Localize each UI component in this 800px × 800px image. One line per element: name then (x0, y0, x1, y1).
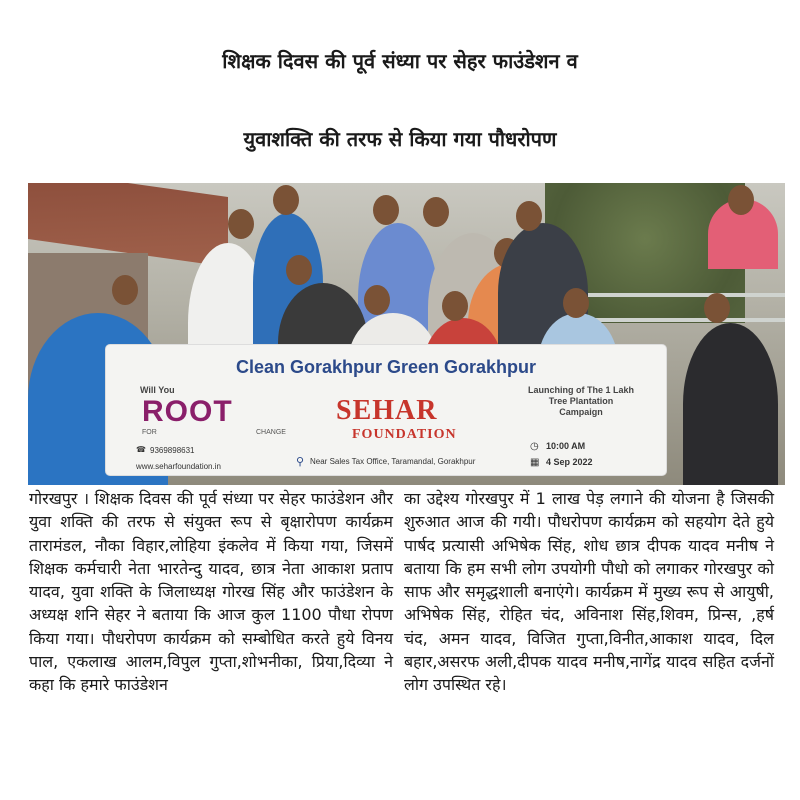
news-photo (28, 183, 785, 485)
headline-line-1: शिक्षक दिवस की पूर्व संध्या पर सेहर फाउंडेशन व (222, 49, 578, 73)
banner-date: 4 Sep 2022 (546, 457, 593, 467)
person-head (442, 291, 468, 321)
person-head (423, 197, 449, 227)
root-logo-text: ROOT (142, 395, 233, 428)
person-head (273, 185, 299, 215)
article-column-right (404, 487, 774, 697)
article-text-right: का उद्देश्य गोरखपुर में 1 लाख पेड़ लगाने की योजना है जिसकी शुरुआत आज की गयी। पौधरोपण कार्यक्रम को सहयोग देते हुये पार्षद प्रत्यासी अभिषेक सिंह, शोध छात्र दीपक यादव मनीष ने बताया कि हम सभी लोग उपयोगी पौधो को लगाकर गोरखपुर को साफ और समृद्धशाली बनाएंगे। कार्यक्रम में मुख्य रूप से आयुषी, अभिषेक सिंह, रोहित चंद, अविनाश सिंह,शिवम, प्रिन्स, ,हर्ष चंद, अमन यादव, विजित गुप्ता,विनीत,आकाश यादव, दिल बहार,असरफ अली,दीपक यादव मनीष,नागेंद्र यादव सहित दर्जनों लोग उपस्थित रहे। (404, 489, 774, 695)
phone-icon: ☎ (136, 445, 146, 454)
banner-website: www.seharfoundation.in (136, 462, 221, 471)
banner-will-you: Will You (140, 385, 175, 395)
banner-title: Clean Gorakhpur Green Gorakhpur (235, 357, 537, 377)
person-head (728, 185, 754, 215)
photo-railing-lower (588, 318, 785, 322)
location-pin-icon: ⚲ (296, 456, 305, 468)
person-head (516, 201, 542, 231)
campaign-banner (106, 345, 666, 475)
foundation-logo-text: FOUNDATION (352, 427, 457, 442)
photo-railing (588, 293, 785, 297)
banner-for: FOR (142, 429, 157, 436)
person-head (563, 288, 589, 318)
banner-time: 10:00 AM (546, 441, 586, 451)
calendar-icon: ▦ (530, 457, 540, 468)
person-head (228, 209, 254, 239)
person-head (373, 195, 399, 225)
banner-address: Near Sales Tax Office, Taramandal, Gorakhpur (310, 457, 476, 466)
banner-phone: 9369898631 (150, 446, 195, 455)
person-head (112, 275, 138, 305)
banner-change: CHANGE (256, 429, 286, 436)
sehar-logo-text: SEHAR (336, 395, 438, 426)
banner-launch-text: Launching of The 1 Lakh Tree Plantation Campaign (527, 385, 634, 417)
headline-line-2: युवाशक्ति की तरफ से किया गया पौधरोपण (243, 127, 557, 151)
person (683, 323, 778, 485)
article-column-left (29, 487, 393, 697)
person-head (364, 285, 390, 315)
article-text-left: गोरखपुर । शिक्षक दिवस की पूर्व संध्या पर सेहर फाउंडेशन और युवा शक्ति की तरफ से संयुक्त रूप से बृक्षारोपण कार्यक्रम तारामंडल, नौका विहार,लोहिया इंकलेव में किया गया, जिसमें शिक्षक कर्मचारी नेता भारतेन्दु यादव, छात्र नेता आकाश प्रताप यादव, युवा शक्ति के जिलाध्यक्ष गोरख सिंह और फाउंडेशन के अध्यक्ष शनि सेहर ने बताया कि आज कुल 1100 पौधा रोपण किया गया। पौधरोपण कार्यक्रम को सम्बोधित करते हुये विनय पाल, एकलाख आलम,विपुल गुप्ता,शोभनीका, प्रिया,दिव्या ने कहा कि हमारे फाउंडेशन (29, 489, 393, 695)
person-head (286, 255, 312, 285)
person-head (704, 293, 730, 323)
clock-icon: ◷ (530, 441, 539, 452)
